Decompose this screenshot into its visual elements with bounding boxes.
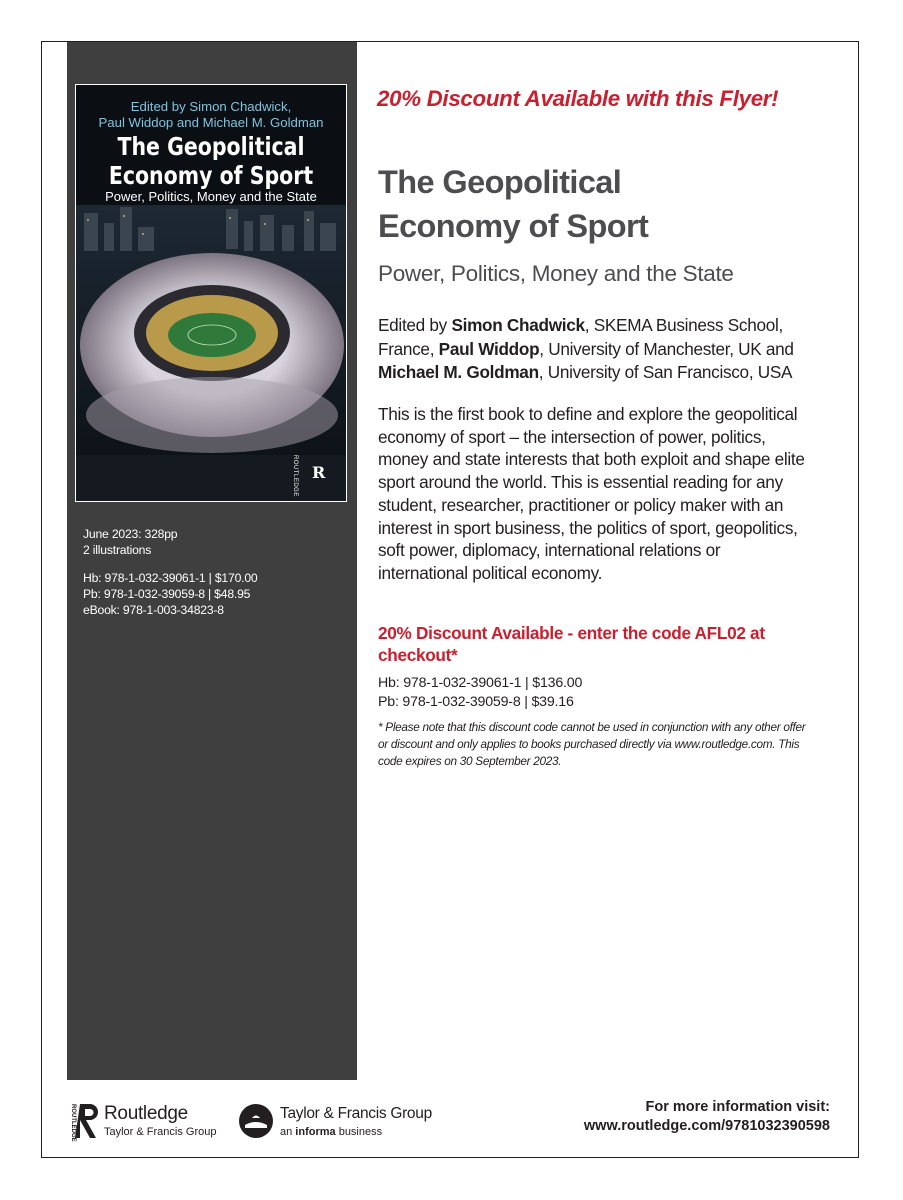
cover-subtitle: Power, Politics, Money and the State <box>105 189 317 204</box>
more-info-label: For more information visit: <box>645 1099 830 1115</box>
more-info-link[interactable]: www.routledge.com/9781032390598 <box>583 1118 830 1134</box>
editor-name: Paul Widdop <box>438 338 540 359</box>
routledge-name: Routledge <box>104 1103 188 1124</box>
meta-hb: Hb: 978-1-032-39061-1 | $170.00 <box>83 571 258 585</box>
editor-name: Michael M. Goldman <box>378 362 539 382</box>
routledge-subtitle: Taylor & Francis Group <box>104 1126 217 1138</box>
book-title: The Geopolitical Economy of Sport <box>378 164 649 244</box>
cover-editors: Edited by Simon Chadwick, Paul Widdop and Michael M. Goldman <box>98 99 324 130</box>
meta-pb: Pb: 978-1-032-39059-8 | $48.95 <box>83 587 251 601</box>
book-cover <box>75 84 347 502</box>
flyer-discount-banner: 20% Discount Available with this Flyer! <box>377 86 779 111</box>
meta-ebook: eBook: 978-1-003-34823-8 <box>83 603 224 617</box>
taylor-francis-subtitle: an informa business <box>280 1126 383 1138</box>
cover-publisher-text: ROUTLEDGE <box>292 455 298 497</box>
discount-code-heading: 20% Discount Available - enter the code AFL02 at checkout* <box>378 623 765 665</box>
description-paragraph: This is the first book to define and explore the geopolitical economy of sport – the intersection of power, politics, money and state interests that both exploit and shape elite sport around the world. This is essential reading for any student, researcher, practitioner or policy maker with an interest in sport business, the politics of sport, geopolitics, soft power, diplomacy, international relations or international political economy. <box>378 404 805 583</box>
discount-footnote: * Please note that this discount code cannot be used in conjunction with any other offer or discount and only applies to books purchased directly via www.routledge.com. This code expires on 30 September 2023. <box>378 720 806 768</box>
routledge-cover-logo-icon: R <box>312 463 326 482</box>
routledge-logo-icon <box>66 1100 102 1142</box>
taylor-francis-name: Taylor & Francis Group <box>280 1105 432 1122</box>
editor-name: Simon Chadwick <box>451 315 585 335</box>
book-subtitle: Power, Politics, Money and the State <box>378 261 734 286</box>
meta-illustrations: 2 illustrations <box>83 543 152 557</box>
svg-text:ROUTLEDGE: ROUTLEDGE <box>70 1104 76 1142</box>
meta-date: June 2023: 328pp <box>83 527 178 541</box>
editors-paragraph: Edited by Simon Chadwick, SKEMA Business School, France, Paul Widdop, University of Manchester, UK and Michael M. Goldman, University of San Francisco, USA <box>378 315 794 382</box>
cover-title: The Geopolitical Economy of Sport <box>108 132 314 190</box>
stadium-image <box>76 205 347 502</box>
discount-prices: Hb: 978-1-032-39061-1 | $136.00 Pb: 978-1-032-39059-8 | $39.16 <box>378 675 583 710</box>
taylor-francis-logo-icon <box>238 1103 274 1139</box>
